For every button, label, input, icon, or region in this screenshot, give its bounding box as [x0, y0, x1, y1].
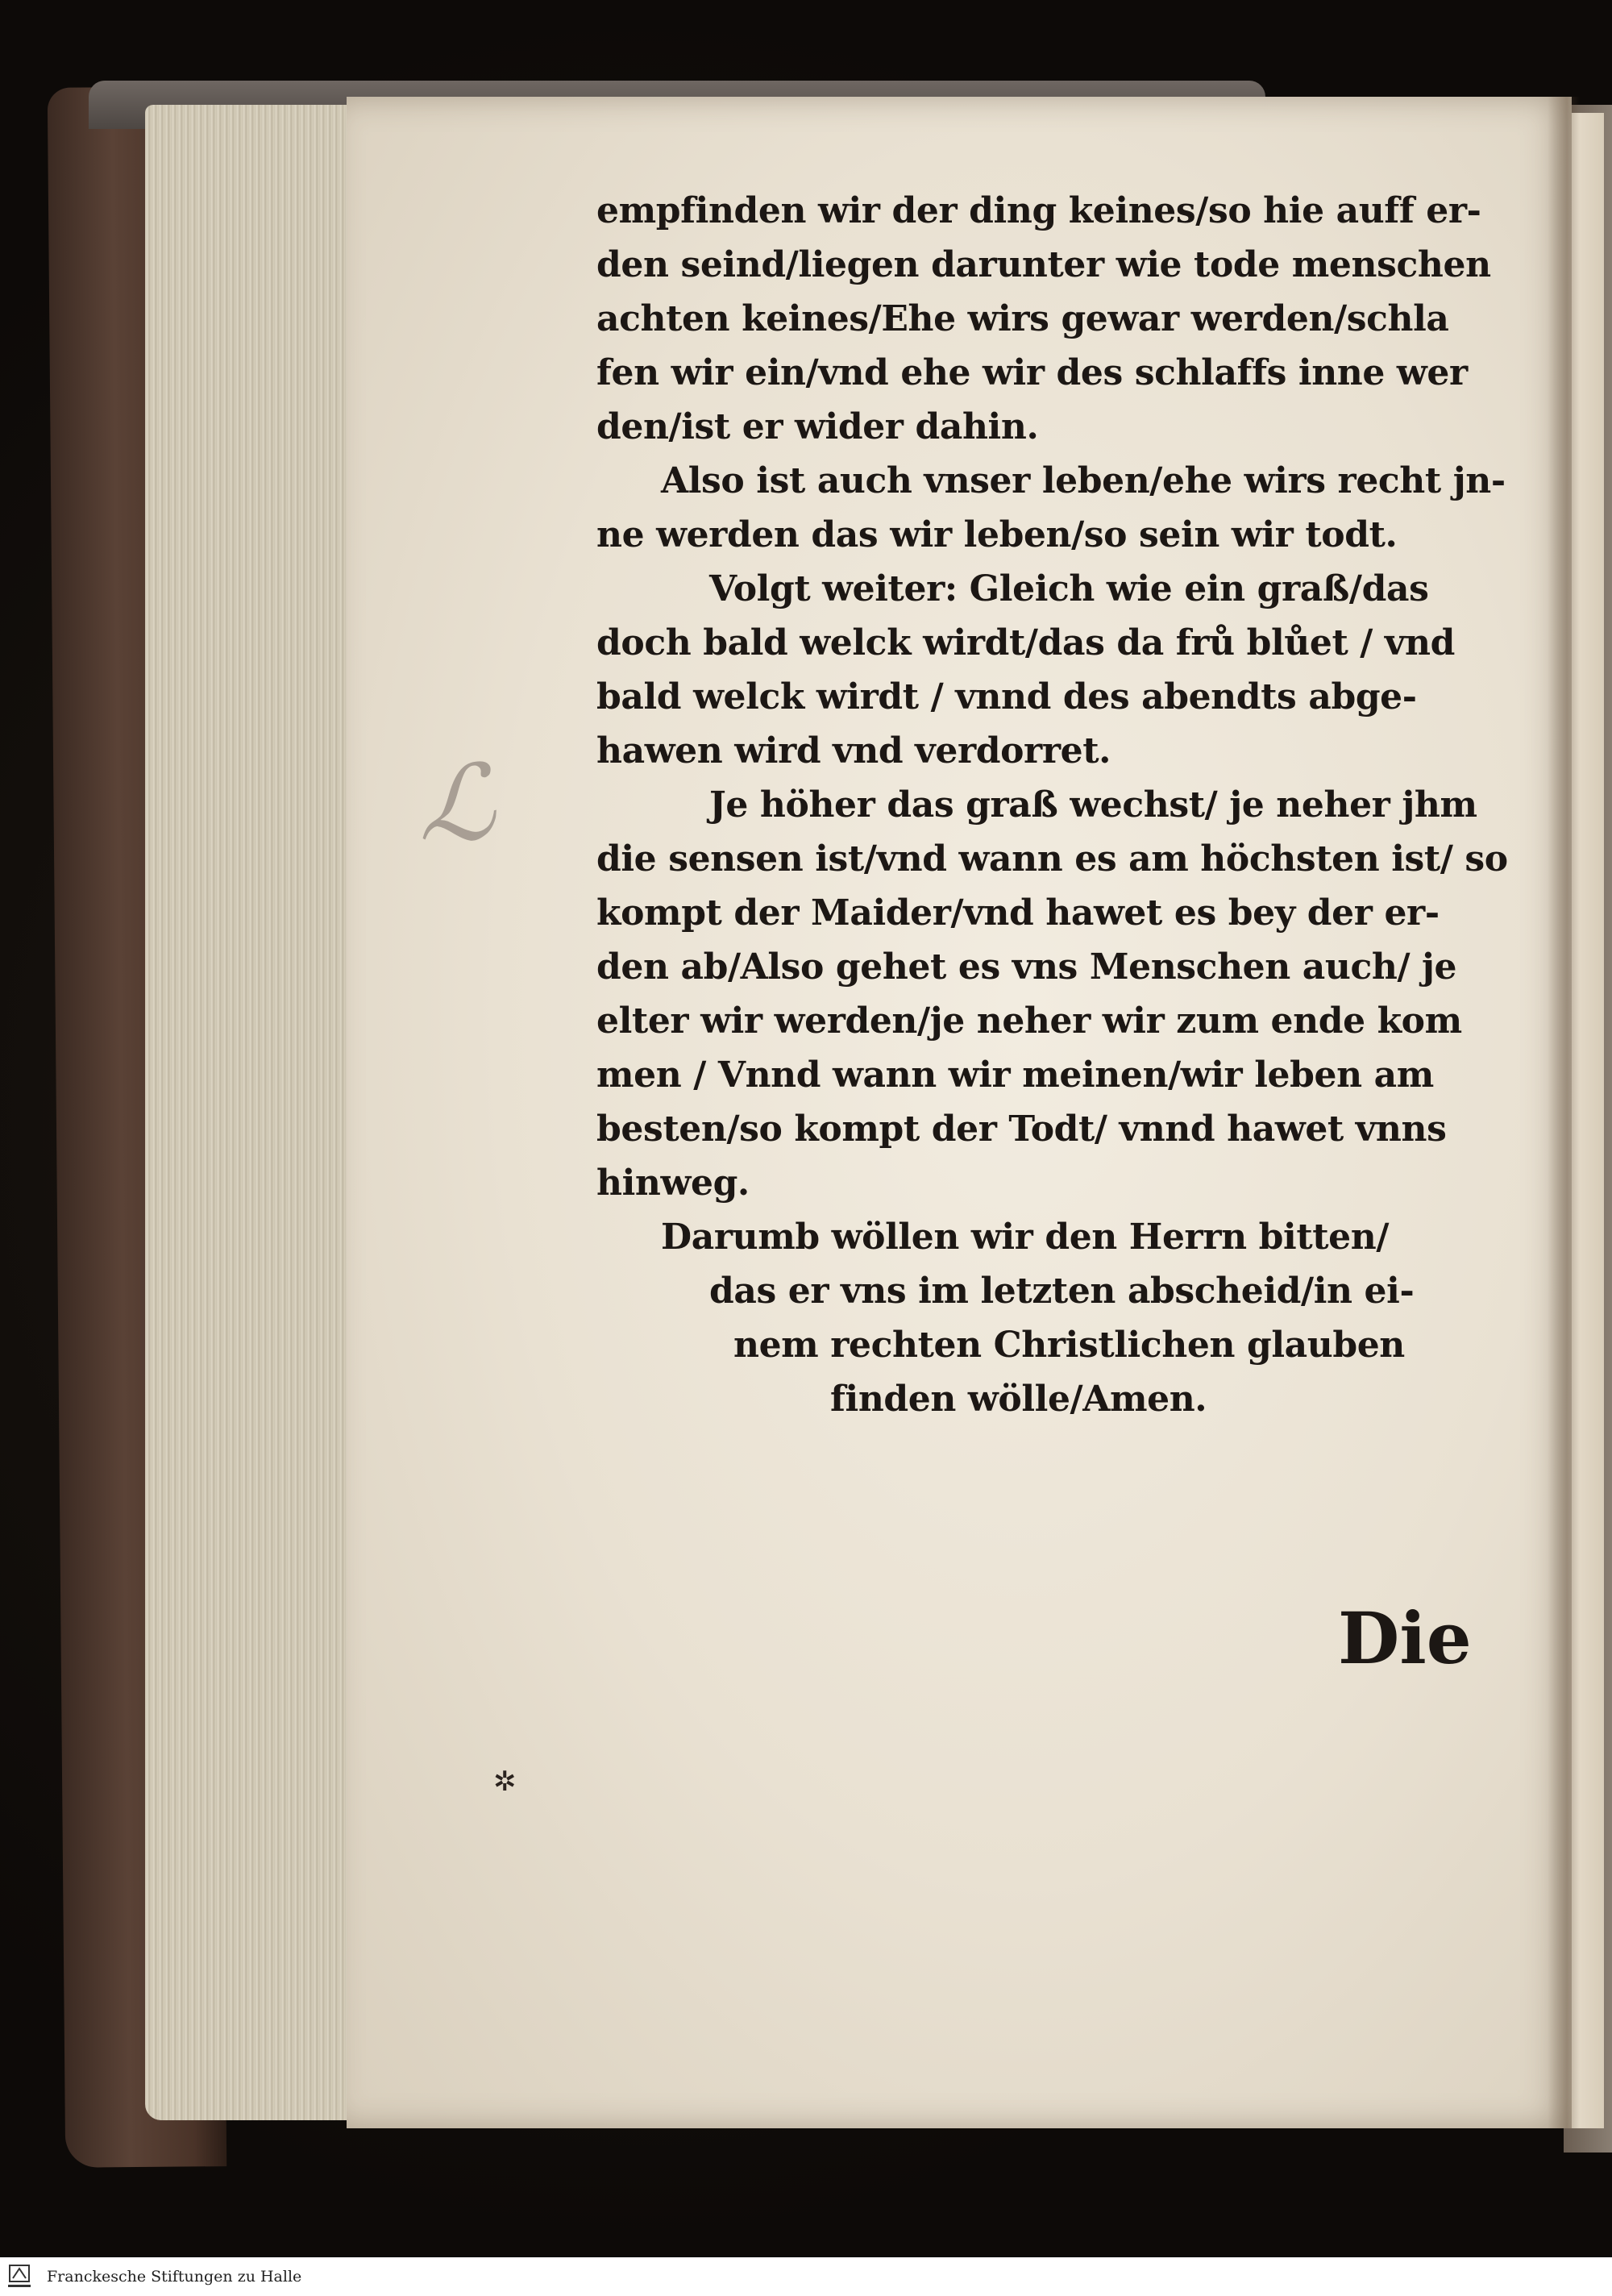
text-line: den/ist er wider dahin.: [596, 406, 1039, 447]
catchword: Die: [1338, 1596, 1472, 1680]
handwritten-mark: ℒ: [419, 742, 495, 864]
footer-bar: [0, 2257, 1612, 2296]
page-gutter: [1548, 97, 1580, 2128]
text-line: hinweg.: [596, 1163, 750, 1204]
text-line: ne werden das wir leben/so sein wir todt.: [596, 514, 1398, 555]
text-line: hawen wird vnd verdorret.: [596, 730, 1111, 772]
ink-blot-ornament: ✲: [493, 1766, 517, 1798]
text-line: empfinden wir der ding keines/so hie auff er-: [596, 190, 1481, 231]
text-line: Darumb wöllen wir den Herrn bitten/: [661, 1217, 1390, 1258]
institution-name: Franckesche Stiftungen zu Halle: [47, 2268, 302, 2286]
text-line: Volgt weiter: Gleich wie ein graß/das: [709, 568, 1429, 609]
text-line: finden wölle/Amen.: [830, 1379, 1207, 1420]
text-line: men / Vnnd wann wir meinen/wir leben am: [596, 1054, 1434, 1096]
text-line: die sensen ist/vnd wann es am höchsten ist/ so: [596, 838, 1508, 880]
page-text: [596, 184, 1508, 1426]
text-line: fen wir ein/vnd ehe wir des schlaffs inne wer: [596, 352, 1468, 393]
text-line: den ab/Also gehet es vns Menschen auch/ je: [596, 946, 1457, 988]
text-line: das er vns im letzten abscheid/in ei-: [709, 1271, 1415, 1312]
text-line: besten/so kompt der Todt/ vnnd hawet vnns: [596, 1108, 1447, 1150]
text-line: bald welck wirdt / vnnd des abendts abge-: [596, 676, 1417, 718]
text-line: kompt der Maider/vnd hawet es bey der er-: [596, 892, 1440, 934]
text-line: Je höher das graß wechst/ je neher jhm: [709, 784, 1477, 826]
text-line: elter wir werden/je neher wir zum ende kom: [596, 1000, 1462, 1042]
text-line: nem rechten Christlichen glauben: [733, 1325, 1405, 1366]
institution-logo-icon: [3, 2261, 35, 2293]
text-line: Also ist auch vnser leben/ehe wirs recht jn-: [661, 460, 1506, 501]
text-line: doch bald welck wirdt/das da frů blůet / vnd: [596, 622, 1455, 663]
text-line: den seind/liegen darunter wie tode menschen: [596, 244, 1491, 285]
text-line: achten keines/Ehe wirs gewar werden/schla: [596, 298, 1449, 339]
